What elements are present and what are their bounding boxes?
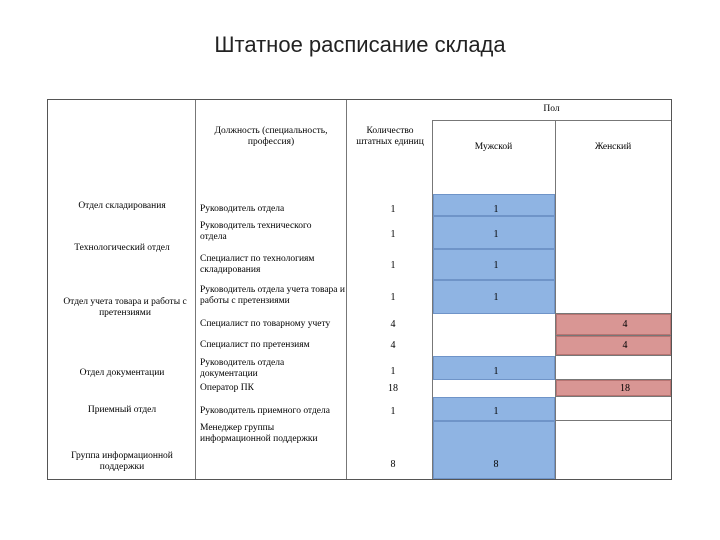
- female-value: 4: [622, 340, 628, 351]
- male-value: 1: [493, 406, 499, 417]
- male-value: 1: [493, 229, 499, 240]
- grid-line: [555, 420, 671, 421]
- count-value: 1: [390, 406, 396, 417]
- dept-storage: Отдел складирования: [78, 201, 166, 211]
- dept-technology: Технологический отдел: [74, 243, 170, 253]
- grid-line: [555, 355, 671, 356]
- slide-title: Штатное расписание склада: [214, 32, 506, 57]
- header-female: Женский: [594, 142, 632, 152]
- count-value: 1: [390, 260, 396, 271]
- position-label: Руководитель технического отдела: [200, 221, 312, 242]
- position-label: Руководитель отдела документации: [200, 358, 285, 379]
- count-value: 1: [390, 292, 396, 303]
- count-value: 1: [390, 204, 396, 215]
- female-value: 18: [620, 383, 630, 394]
- male-value: 1: [493, 204, 499, 215]
- male-cell: [433, 421, 555, 479]
- count-value: 4: [390, 340, 396, 351]
- grid-line: [555, 396, 671, 397]
- staff-table: [47, 99, 672, 480]
- dept-documentation: Отдел документации: [79, 368, 165, 378]
- position-label: Оператор ПК: [200, 383, 254, 393]
- count-value: 8: [390, 459, 396, 470]
- female-value: 4: [622, 319, 628, 330]
- dept-accounting: Отдел учета товара и работы с претензиями: [63, 297, 187, 318]
- male-value: 1: [493, 366, 499, 377]
- male-value: 1: [493, 292, 499, 303]
- header-count: Количество штатных единиц: [356, 126, 424, 147]
- dept-reception: Приемный отдел: [87, 405, 157, 415]
- position-label: Специалист по товарному учету: [200, 319, 331, 329]
- position-label: Специалист по технологиям складирования: [200, 254, 315, 275]
- male-value: 8: [493, 459, 499, 470]
- position-label: Руководитель отдела: [200, 204, 285, 214]
- position-label: Руководитель приемного отдела: [200, 406, 330, 416]
- header-male: Мужской: [474, 142, 513, 152]
- grid-line: [432, 120, 671, 121]
- position-label: Руководитель отдела учета товара и работы с претензиями: [200, 285, 345, 306]
- grid-line: [195, 100, 196, 479]
- count-value: 18: [388, 383, 398, 394]
- position-label: Специалист по претензиям: [200, 340, 310, 350]
- count-value: 1: [390, 366, 396, 377]
- count-value: 1: [390, 229, 396, 240]
- count-value: 4: [390, 319, 396, 330]
- position-label: Менеджер группы информационной поддержки: [200, 423, 318, 444]
- male-value: 1: [493, 260, 499, 271]
- header-gender: Пол: [543, 104, 560, 114]
- header-position: Должность (специальность, профессия): [214, 126, 328, 147]
- dept-info-support: Группа информационной поддержки: [71, 451, 173, 472]
- grid-line: [555, 120, 556, 479]
